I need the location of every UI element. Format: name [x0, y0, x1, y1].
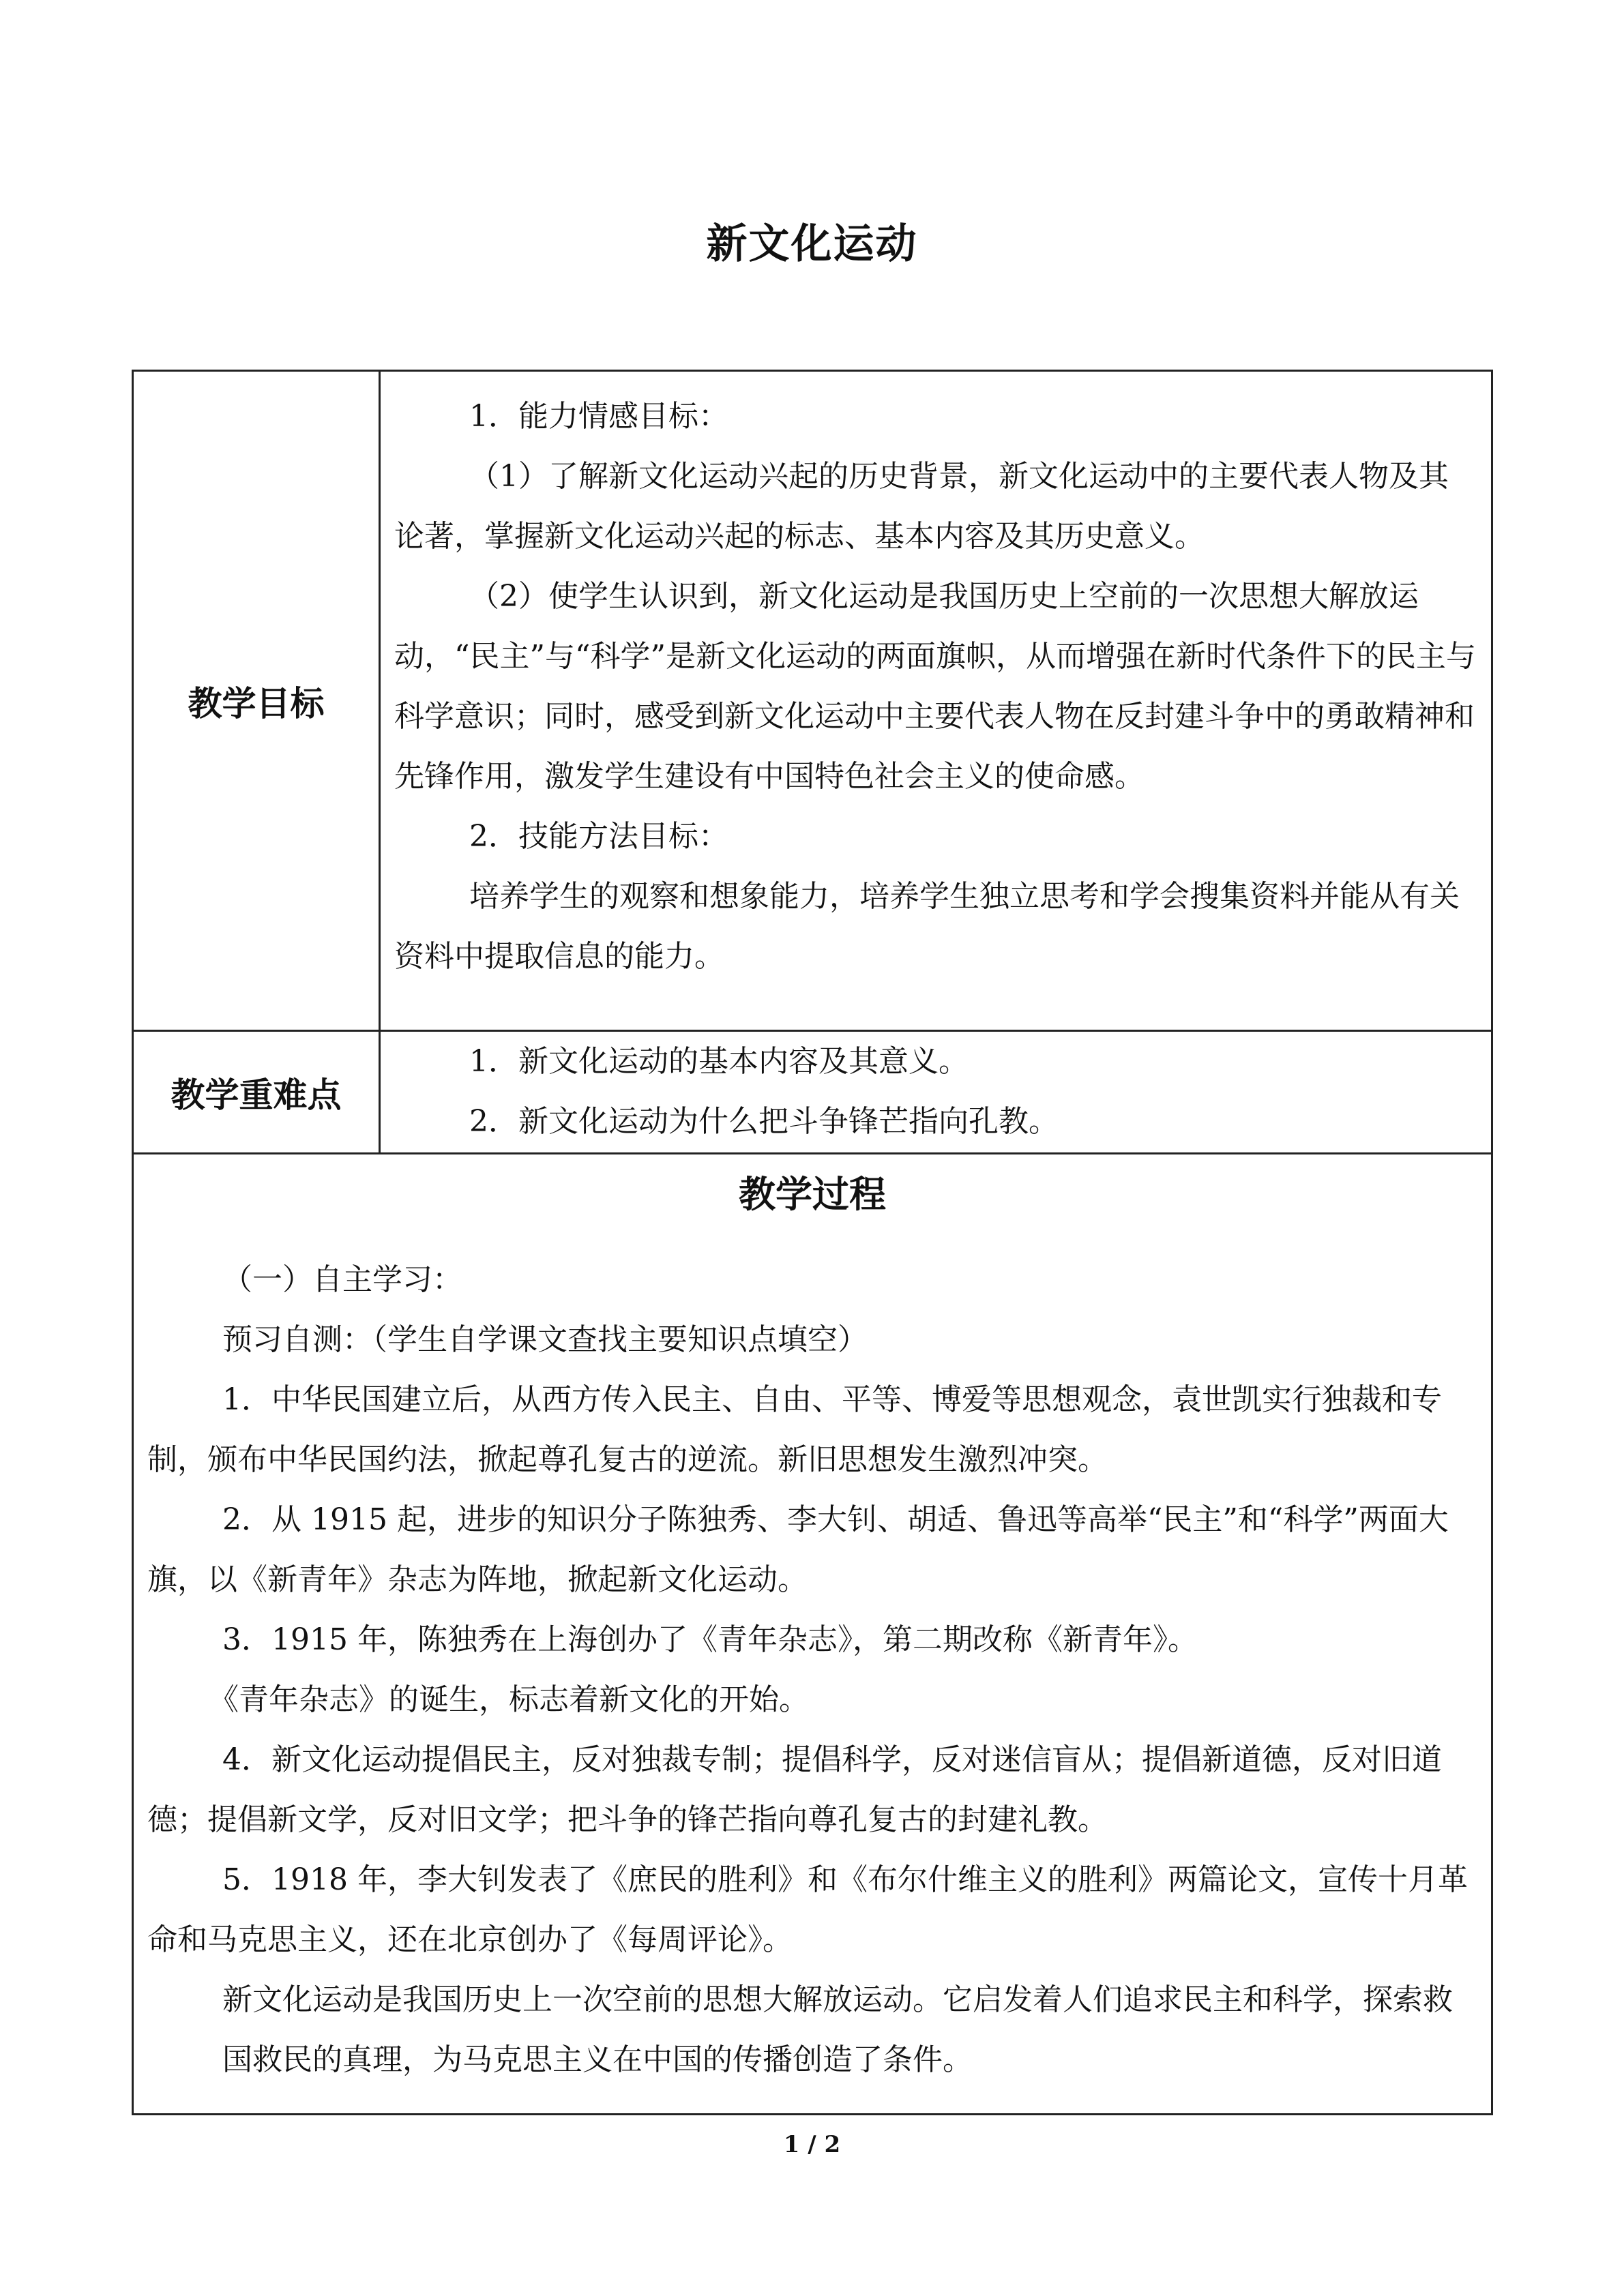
- page-title: 新文化运动: [706, 220, 918, 268]
- page-number: 1 / 2: [783, 2131, 841, 2158]
- teaching-goals-label: 教学目标: [134, 372, 381, 1030]
- process-content: [147, 1250, 1475, 2090]
- goal-line: （2）使学生认识到，新文化运动是我国历史上空前的一次思想大解放运动，“民主”与“科学”是新文化运动的两面旗帜，从而增强在新时代条件下的民主与科学意识；同时，感受到新文化运动中主要代表人物在反封建斗争中的勇敢精神和先锋作用，激发学生建设有中国特色社会主义的使命感。: [394, 579, 1476, 794]
- process-line: 新文化运动是我国历史上一次空前的思想大解放运动。它启发着人们追求民主和科学，探索救国救民的真理，为马克思主义在中国的传播创造了条件。: [222, 1982, 1453, 2077]
- teaching-process-row: [134, 1154, 1491, 2113]
- goal-line: 2．技能方法目标：: [469, 819, 728, 854]
- process-line: 1．中华民国建立后，从西方传入民主、自由、平等、博爱等思想观念，袁世凯实行独裁和专制，颁布中华民国约法，掀起尊孔复古的逆流。新旧思想发生激烈冲突。: [147, 1382, 1442, 1477]
- key-point-line: 2．新文化运动为什么把斗争锋芒指向孔教。: [469, 1104, 1059, 1139]
- goal-line: （1）了解新文化运动兴起的历史背景，新文化运动中的主要代表人物及其论著，掌握新文化运动兴起的标志、基本内容及其历史意义。: [394, 459, 1449, 554]
- process-line: 预习自测：（学生自学课文查找主要知识点填空）: [222, 1322, 868, 1357]
- process-line: 3．1915 年，陈独秀在上海创办了《青年杂志》，第二期改称《新青年》。: [222, 1622, 1198, 1657]
- key-points-content: [381, 1032, 1491, 1152]
- key-point-line: 1．新文化运动的基本内容及其意义。: [469, 1044, 969, 1079]
- process-title: 教学过程: [739, 1173, 886, 1216]
- lesson-plan-table: [132, 370, 1493, 2115]
- process-line: 5．1918 年，李大钊发表了《庶民的胜利》和《布尔什维主义的胜利》两篇论文，宣传十月革命和马克思主义，还在北京创办了《每周评论》。: [147, 1862, 1468, 1957]
- key-points-row: [134, 1032, 1491, 1154]
- key-points-label: 教学重难点: [134, 1032, 381, 1152]
- process-line: 2．从 1915 起，进步的知识分子陈独秀、李大钊、胡适、鲁迅等高举“民主”和“科学”两面大旗，以《新青年》杂志为阵地，掀起新文化运动。: [147, 1502, 1449, 1597]
- teaching-goals-row: [134, 372, 1491, 1032]
- teaching-goals-content: [381, 372, 1491, 1030]
- goal-line: 1．能力情感目标：: [469, 399, 728, 434]
- process-line: 4．新文化运动提倡民主，反对独裁专制；提倡科学，反对迷信盲从；提倡新道德，反对旧道德；提倡新文学，反对旧文学；把斗争的锋芒指向尊孔复古的封建礼教。: [147, 1742, 1442, 1837]
- process-line: （一）自主学习：: [222, 1262, 462, 1297]
- process-line: 《青年杂志》的诞生，标志着新文化的开始。: [209, 1682, 809, 1717]
- goal-line: 培养学生的观察和想象能力，培养学生独立思考和学会搜集资料并能从有关资料中提取信息的能力。: [394, 879, 1460, 974]
